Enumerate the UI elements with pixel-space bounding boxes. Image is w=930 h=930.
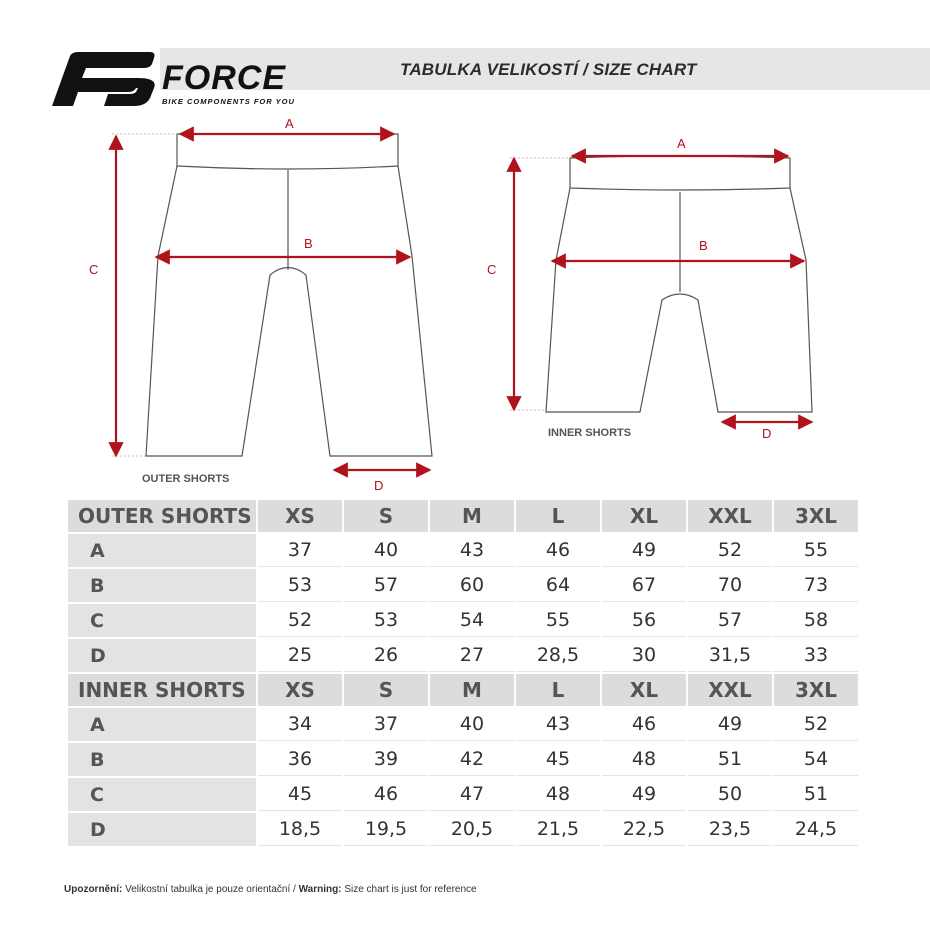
table-cell: 57 xyxy=(688,604,772,637)
page-title: TABULKA VELIKOSTÍ / SIZE CHART xyxy=(400,60,697,79)
size-header: XL xyxy=(602,674,686,706)
table-cell: 55 xyxy=(774,534,858,567)
warning-cz-label: Upozornění: xyxy=(64,884,123,895)
size-header: XS xyxy=(258,674,342,706)
table-cell: 45 xyxy=(258,778,342,811)
table-cell: 48 xyxy=(516,778,600,811)
warning-en-label: Warning: xyxy=(298,884,342,895)
table-cell: 45 xyxy=(516,743,600,776)
table-cell: 19,5 xyxy=(344,813,428,846)
table-cell: 22,5 xyxy=(602,813,686,846)
table-cell: 52 xyxy=(774,708,858,741)
size-header: L xyxy=(516,674,600,706)
table-cell: 37 xyxy=(258,534,342,567)
size-header: S xyxy=(344,500,428,532)
table-row xyxy=(68,569,858,602)
table-cell: 67 xyxy=(602,569,686,602)
table-row xyxy=(68,639,858,672)
table-row xyxy=(68,743,858,776)
size-header: XS xyxy=(258,500,342,532)
size-table xyxy=(66,498,860,848)
row-label: C xyxy=(68,778,256,811)
table-cell: 49 xyxy=(688,708,772,741)
outer-shorts-caption: OUTER SHORTS xyxy=(142,473,230,485)
row-label: A xyxy=(68,534,256,567)
table-cell: 20,5 xyxy=(430,813,514,846)
table-cell: 58 xyxy=(774,604,858,637)
table-cell: 57 xyxy=(344,569,428,602)
table-cell: 46 xyxy=(602,708,686,741)
table-row xyxy=(68,534,858,567)
table-cell: 70 xyxy=(688,569,772,602)
row-label: C xyxy=(68,604,256,637)
size-header: XXL xyxy=(688,674,772,706)
table-cell: 51 xyxy=(688,743,772,776)
outer-shorts-outline xyxy=(146,134,432,456)
outer-header-row xyxy=(68,500,858,532)
table-cell: 42 xyxy=(430,743,514,776)
table-cell: 39 xyxy=(344,743,428,776)
table-cell: 37 xyxy=(344,708,428,741)
table-row xyxy=(68,604,858,637)
inner-shorts-caption: INNER SHORTS xyxy=(548,427,632,439)
table-cell: 73 xyxy=(774,569,858,602)
inner-section-title: INNER SHORTS xyxy=(68,674,256,706)
inner-dimension-lines xyxy=(514,156,812,422)
row-label: B xyxy=(68,569,256,602)
outer-label-a: A xyxy=(285,116,294,131)
inner-label-b: B xyxy=(699,238,708,253)
table-cell: 55 xyxy=(516,604,600,637)
table-cell: 26 xyxy=(344,639,428,672)
size-header: 3XL xyxy=(774,674,858,706)
table-cell: 50 xyxy=(688,778,772,811)
table-cell: 54 xyxy=(774,743,858,776)
size-header: XL xyxy=(602,500,686,532)
table-cell: 47 xyxy=(430,778,514,811)
table-cell: 40 xyxy=(344,534,428,567)
inner-shorts-outline xyxy=(546,156,812,412)
outer-label-b: B xyxy=(304,236,313,251)
row-label: D xyxy=(68,639,256,672)
brand-tagline: BIKE COMPONENTS FOR YOU xyxy=(162,97,295,106)
table-cell: 31,5 xyxy=(688,639,772,672)
table-cell: 46 xyxy=(344,778,428,811)
brand-name: FORCE xyxy=(162,59,286,97)
row-label: D xyxy=(68,813,256,846)
table-cell: 46 xyxy=(516,534,600,567)
table-cell: 23,5 xyxy=(688,813,772,846)
warning-en-text: Size chart is just for reference xyxy=(344,884,477,895)
table-cell: 36 xyxy=(258,743,342,776)
table-cell: 56 xyxy=(602,604,686,637)
table-cell: 43 xyxy=(516,708,600,741)
table-cell: 30 xyxy=(602,639,686,672)
table-cell: 60 xyxy=(430,569,514,602)
table-cell: 53 xyxy=(344,604,428,637)
table-cell: 40 xyxy=(430,708,514,741)
table-cell: 43 xyxy=(430,534,514,567)
size-header: 3XL xyxy=(774,500,858,532)
table-cell: 52 xyxy=(258,604,342,637)
table-row xyxy=(68,778,858,811)
outer-label-c: C xyxy=(89,262,99,277)
table-cell: 49 xyxy=(602,778,686,811)
row-label: A xyxy=(68,708,256,741)
footer-disclaimer xyxy=(64,884,477,895)
size-header: XXL xyxy=(688,500,772,532)
row-label: B xyxy=(68,743,256,776)
table-cell: 24,5 xyxy=(774,813,858,846)
table-cell: 53 xyxy=(258,569,342,602)
outer-section-title: OUTER SHORTS xyxy=(68,500,256,532)
table-cell: 54 xyxy=(430,604,514,637)
size-header: S xyxy=(344,674,428,706)
table-cell: 48 xyxy=(602,743,686,776)
table-cell: 33 xyxy=(774,639,858,672)
table-cell: 21,5 xyxy=(516,813,600,846)
table-cell: 25 xyxy=(258,639,342,672)
table-cell: 49 xyxy=(602,534,686,567)
size-header: L xyxy=(516,500,600,532)
shorts-diagram xyxy=(0,110,930,500)
warning-cz-text: Velikostní tabulka je pouze orientační / xyxy=(125,884,296,895)
table-cell: 18,5 xyxy=(258,813,342,846)
table-cell: 51 xyxy=(774,778,858,811)
table-cell: 52 xyxy=(688,534,772,567)
table-row xyxy=(68,708,858,741)
inner-header-row xyxy=(68,674,858,706)
table-cell: 28,5 xyxy=(516,639,600,672)
size-header: M xyxy=(430,500,514,532)
table-cell: 64 xyxy=(516,569,600,602)
table-row xyxy=(68,813,858,846)
outer-dimension-lines xyxy=(116,134,430,470)
table-cell: 27 xyxy=(430,639,514,672)
inner-label-a: A xyxy=(677,136,686,151)
outer-label-d: D xyxy=(374,478,384,493)
inner-label-c: C xyxy=(487,262,497,277)
size-header: M xyxy=(430,674,514,706)
inner-label-d: D xyxy=(762,426,772,441)
table-cell: 34 xyxy=(258,708,342,741)
